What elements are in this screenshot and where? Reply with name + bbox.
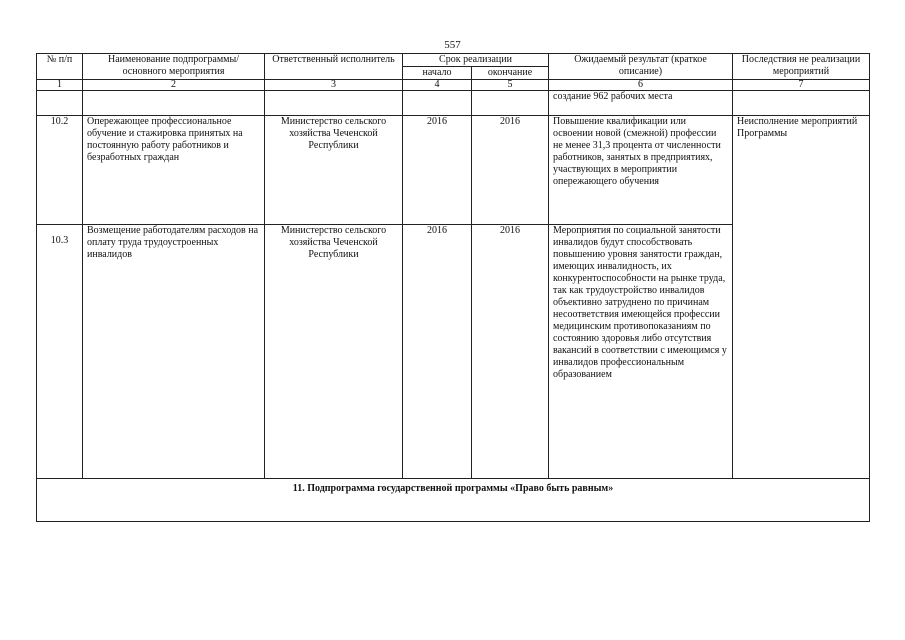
- header-start: начало: [403, 67, 472, 80]
- consequences: Неисполнение мероприятий Программы: [733, 116, 870, 479]
- header-row-top: [37, 54, 870, 67]
- header-consequences: Последствия не реализации мероприятий: [733, 54, 870, 80]
- carryover-row: [37, 91, 870, 116]
- header-num: № п/п: [37, 54, 83, 80]
- header-period: Срок реализации: [403, 54, 549, 67]
- start-year: 2016: [403, 116, 472, 225]
- end-year: 2016: [472, 225, 549, 479]
- subprogram-title: 11. Подпрограмма государственной программы «Право быть равным»: [37, 479, 870, 522]
- executor: Министерство сельского хозяйства Чеченской Республики: [265, 225, 403, 479]
- subprogram-row: [37, 479, 870, 522]
- column-number: 4: [403, 80, 472, 91]
- row-number: 10.2: [37, 116, 83, 225]
- expected-result: Мероприятия по социальной занятости инвалидов будут способствовать повышению уровня занятости граждан, имеющих инвалидность, их конкурентоспособности на рынке труда, так как трудоустройство инвалидов объективно затруднено по причинам несоответствия имеющейся профессии медицинским противопоказаниям по состоянию здоровья либо отсутствия вакансий в соответствии с имеющимся у инвалидов профессиональным образованием: [549, 225, 733, 479]
- carryover-result: создание 962 рабочих места: [549, 91, 733, 116]
- header-executor: Ответственный исполнитель: [265, 54, 403, 80]
- column-number: 2: [83, 80, 265, 91]
- expected-result: Повышение квалификации или освоении новой (смежной) профессии не менее 31,3 процента от численности работников, занятых в предприятиях, участвующих в мероприятии опережающего обучения: [549, 116, 733, 225]
- header-end: окончание: [472, 67, 549, 80]
- column-number: 3: [265, 80, 403, 91]
- column-number: 7: [733, 80, 870, 91]
- row-number: 10.3: [37, 225, 83, 479]
- measure-name: Возмещение работодателям расходов на оплату труда трудоустроенных инвалидов: [83, 225, 265, 479]
- start-year: 2016: [403, 225, 472, 479]
- header-result: Ожидаемый результат (краткое описание): [549, 54, 733, 80]
- column-number: 6: [549, 80, 733, 91]
- executor: Министерство сельского хозяйства Чеченской Республики: [265, 116, 403, 225]
- page-number: 557: [444, 39, 461, 51]
- table-row: [37, 116, 870, 225]
- measure-name: Опережающее профессиональное обучение и стажировка принятых на постоянную работу работников и безработных граждан: [83, 116, 265, 225]
- column-number: 1: [37, 80, 83, 91]
- program-table: [36, 53, 870, 522]
- end-year: 2016: [472, 116, 549, 225]
- header-name: Наименование подпрограммы/ основного мероприятия: [83, 54, 265, 80]
- column-number-row: [37, 80, 870, 91]
- column-number: 5: [472, 80, 549, 91]
